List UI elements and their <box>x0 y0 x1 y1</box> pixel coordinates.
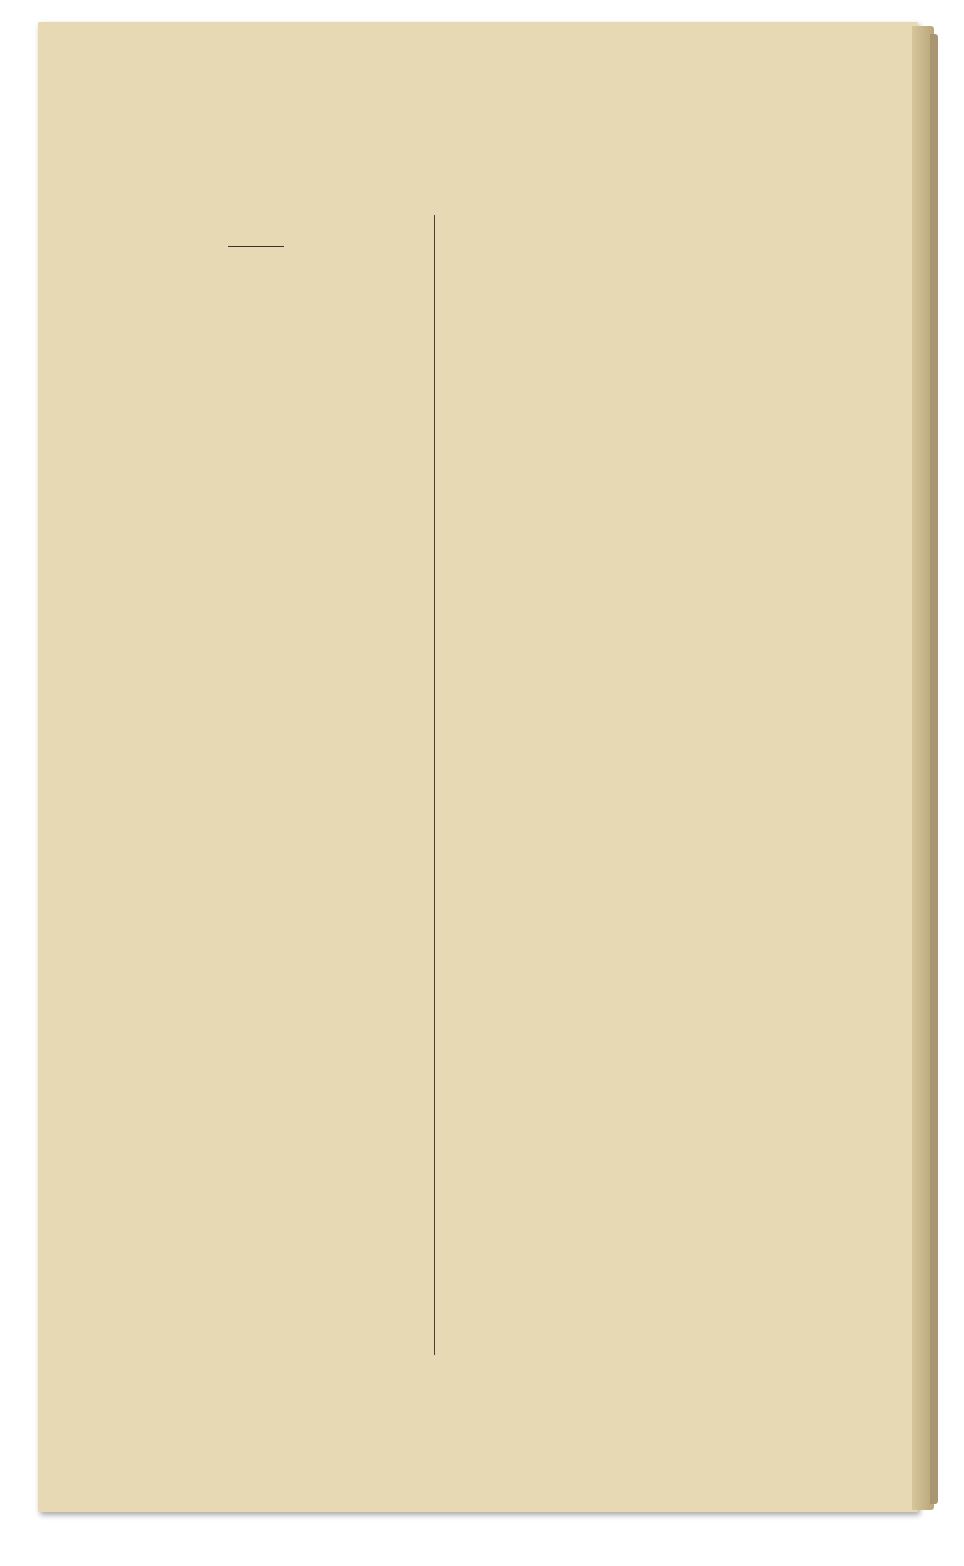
left-column <box>88 212 428 303</box>
page-edge-shadow <box>930 34 938 1504</box>
section-rule <box>228 246 284 247</box>
place-date <box>88 271 428 287</box>
column-divider <box>434 215 435 1355</box>
